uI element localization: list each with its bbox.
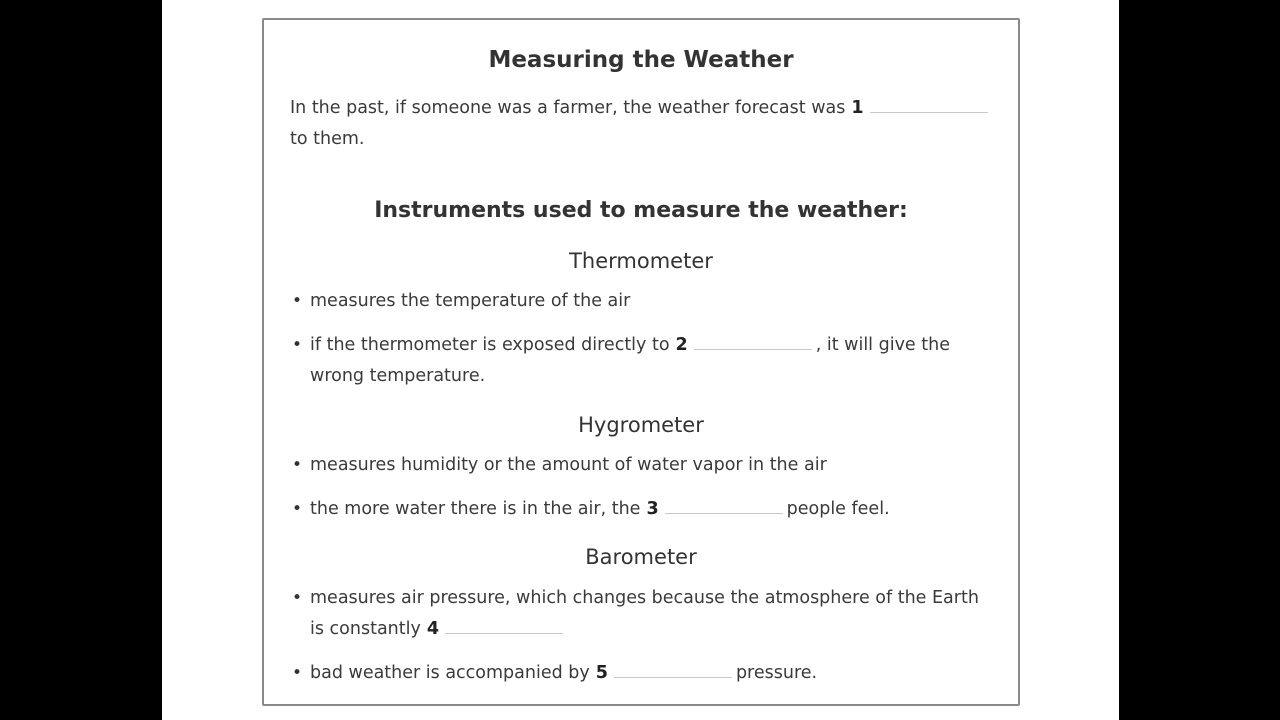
barometer-bullet-1: measures air pressure, which changes because the atmosphere of the Earth (310, 588, 979, 608)
instrument-hygrometer-heading: Hygrometer (578, 413, 704, 437)
intro-text: In the past, if someone was a farmer, the weather forecast was (290, 98, 846, 118)
blank-number-2: 2 (675, 335, 688, 355)
bullet-dot: • (292, 663, 303, 683)
blank-number-1: 1 (851, 98, 864, 118)
blank-number-3: 3 (646, 499, 659, 519)
blank-5[interactable] (614, 676, 732, 678)
barometer-bullet-2: bad weather is accompanied by 5 pressure. (310, 663, 818, 683)
thermometer-bullet-2: if the thermometer is exposed directly to 2 , it will give the (310, 335, 950, 355)
instruments-subheading: Instruments used to measure the weather: (374, 198, 908, 223)
blank-2[interactable] (694, 348, 812, 350)
worksheet-title: Measuring the Weather (488, 47, 794, 73)
barometer-bullet-1-continuation: is constantly 4 (310, 619, 567, 639)
instrument-thermometer-heading: Thermometer (569, 249, 713, 273)
blank-number-4: 4 (426, 619, 440, 639)
bullet-dot: • (292, 455, 303, 475)
intro-line-2: to them. (290, 129, 365, 149)
bullet-dot: • (292, 335, 303, 355)
bullet-dot: • (292, 588, 303, 608)
worksheet-page (162, 0, 1119, 720)
bullet-dot: • (292, 499, 303, 519)
bullet-dot: • (292, 291, 303, 311)
blank-4[interactable] (445, 632, 563, 634)
worksheet-frame (262, 18, 1020, 706)
thermometer-bullet-1: measures the temperature of the air (310, 291, 631, 311)
thermometer-bullet-2-continuation: wrong temperature. (310, 366, 486, 386)
instrument-barometer-heading: Barometer (585, 545, 697, 569)
hygrometer-bullet-2: the more water there is in the air, the 3 people feel. (310, 499, 890, 519)
blank-number-5: 5 (595, 663, 608, 683)
intro-line-1 (290, 98, 992, 118)
blank-1[interactable] (870, 111, 988, 113)
blank-3[interactable] (665, 512, 783, 514)
hygrometer-bullet-1: measures humidity or the amount of water vapor in the air (310, 455, 827, 475)
